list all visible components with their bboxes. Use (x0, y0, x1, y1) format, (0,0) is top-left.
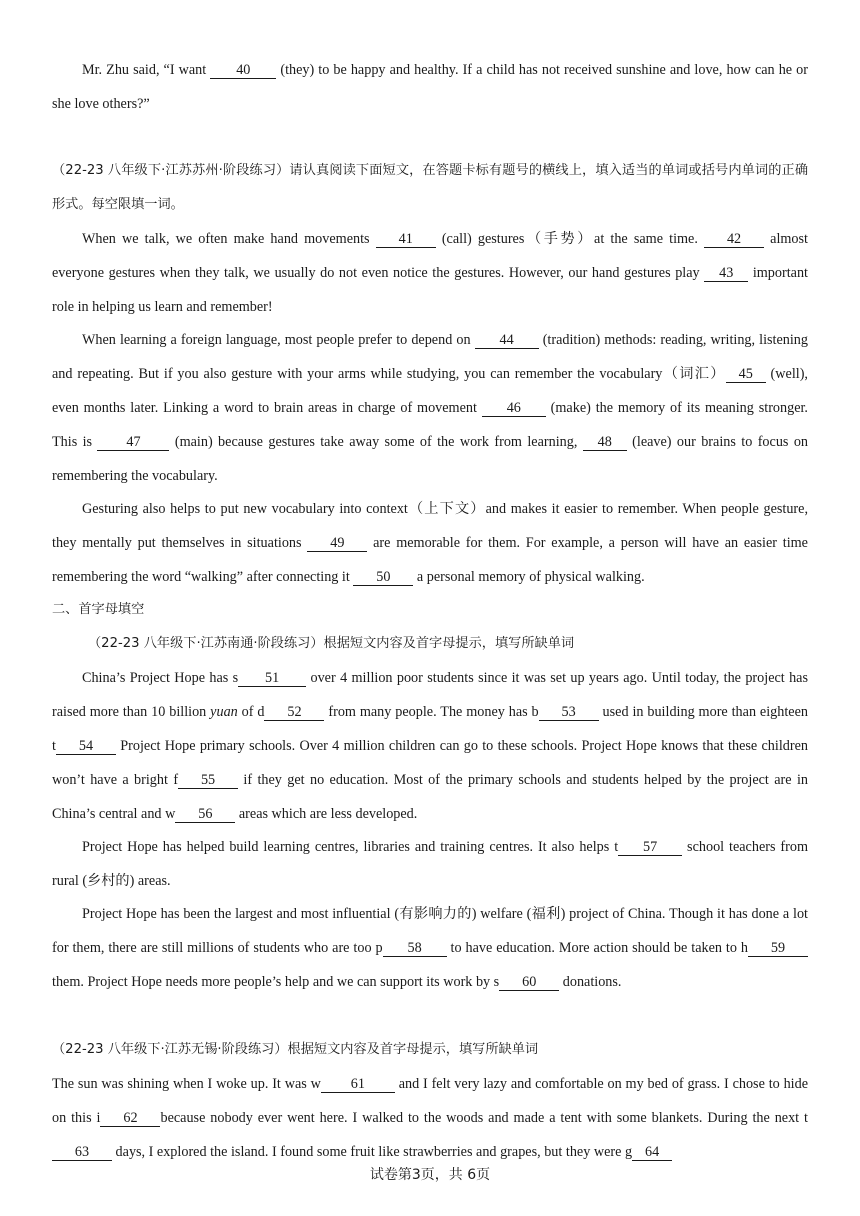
answer-blank-64[interactable]: 64 (632, 1145, 672, 1161)
answer-blank-57[interactable]: 57 (618, 840, 682, 856)
answer-blank-50[interactable]: 50 (353, 570, 413, 586)
answer-blank-44[interactable]: 44 (475, 333, 539, 349)
answer-blank-56[interactable]: 56 (175, 807, 235, 823)
answer-blank-59[interactable]: 59 (748, 941, 808, 957)
answer-blank-61[interactable]: 61 (321, 1077, 395, 1093)
answer-blank-54[interactable]: 54 (56, 739, 116, 755)
answer-blank-62[interactable]: 62 (100, 1111, 160, 1127)
answer-blank-47[interactable]: 47 (97, 435, 169, 451)
answer-blank-45[interactable]: 45 (726, 367, 766, 383)
answer-blank-63[interactable]: 63 (52, 1145, 112, 1161)
page-footer: 试卷第3页，共 6页 (369, 1167, 491, 1183)
paragraph-q40: Mr. Zhu said, “I want 40 (they) to be happy and healthy. If a child has not received sunshine and love, how can he or she love others?” (52, 62, 808, 112)
section-heading: 二、首字母填空 (52, 602, 145, 617)
paragraph-project-hope-3: Project Hope has been the largest and most influential (有影响力的) welfare (福利) project of China. Though it has done a lot for them, there are still millions of students who are too p 58 to have education. More action should be taken to h 59 them. Project Hope needs more people’s help and we can support its work by s 60 donations. (52, 906, 808, 990)
answer-blank-49[interactable]: 49 (307, 536, 367, 552)
answer-blank-58[interactable]: 58 (383, 941, 447, 957)
answer-blank-55[interactable]: 55 (178, 773, 238, 789)
section-intro-suzhou: （22-23 八年级下·江苏苏州·阶段练习）请认真阅读下面短文，在答题卡标有题号的横线上，填入适当的单词或括号内单词的正确形式。每空限填一词。 (52, 163, 808, 212)
paragraph-gestures-2: When learning a foreign language, most people prefer to depend on 44 (tradition) methods: reading, writing, listening and repeating. But if you also gesture with your arms while studying, you can remember the vocabulary（词汇） 45 (well), even months later. Linking a word to brain areas in charge of movement 46 (make) the memory of its meaning stronger. This is 47 (main) because gestures take away some of the work from learning, 48 (leave) our brains to focus on remembering the vocabulary. (52, 332, 809, 484)
answer-blank-46[interactable]: 46 (482, 401, 546, 417)
answer-blank-48[interactable]: 48 (583, 435, 627, 451)
answer-blank-41[interactable]: 41 (376, 232, 436, 248)
answer-blank-60[interactable]: 60 (499, 975, 559, 991)
answer-blank-52[interactable]: 52 (264, 705, 324, 721)
paragraph-gestures-3: Gesturing also helps to put new vocabulary into context（上下文）and makes it easier to remember. When people gesture, they mentally put themselves in situations 49 are memorable for them. For example, a person will have an easier time remembering the word “walking” after connecting it 50 a personal memory of physical walking. (52, 501, 808, 585)
answer-blank-51[interactable]: 51 (238, 671, 306, 687)
answer-blank-53[interactable]: 53 (539, 705, 599, 721)
paragraph-project-hope-2: Project Hope has helped build learning centres, libraries and training centres. It also helps t 57 school teachers from rural (乡村的) areas. (52, 839, 808, 889)
paragraph-island: The sun was shining when I woke up. It was w 61 and I felt very lazy and comfortable on my bed of grass. I chose to hide on this i 62 because nobody ever went here. I walked to the woods and made a tent with some blankets. During the next t63 days, I explored the island. I found some fruit like strawberries and grapes, but they were g 64 (52, 1076, 808, 1160)
answer-blank-42[interactable]: 42 (704, 232, 764, 248)
paragraph-project-hope-1: China’s Project Hope has s 51 over 4 million poor students since it was set up years ago. Until today, the project has raised more than 10 billion yuan of d 52 from many people. The money has b 53 used in building more than eighteen t 54 Project Hope primary schools. Over 4 million children can go to these schools. Project Hope knows that these children won’t have a bright f 55 if they get no education. Most of the primary schools and students helped by the project are in China’s central and w 56 areas which are less developed. (52, 670, 808, 822)
paragraph-gestures-1: When we talk, we often make hand movements 41 (call) gestures（手势）at the same time. 42 almost everyone gestures when they talk, we usually do not even notice the gestures. However, our hand gestures play 43 important role in helping us learn and remember! (52, 231, 808, 315)
section-intro-nantong: （22-23 八年级下·江苏南通·阶段练习）根据短文内容及首字母提示，填写所缺单词 (88, 636, 575, 651)
answer-blank-40[interactable]: 40 (210, 63, 276, 79)
answer-blank-43[interactable]: 43 (704, 266, 748, 282)
section-intro-wuxi: （22-23 八年级下·江苏无锡·阶段练习）根据短文内容及首字母提示，填写所缺单词 (52, 1042, 539, 1057)
